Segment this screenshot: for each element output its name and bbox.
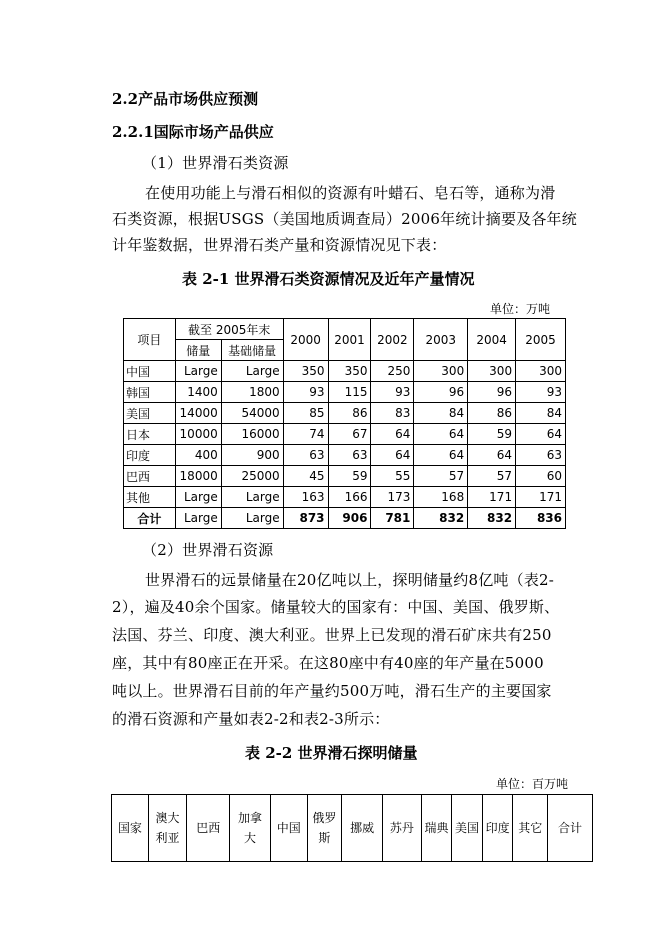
row-reserve: Large: [175, 361, 221, 382]
table-2-header-cell: 其它: [513, 795, 548, 862]
section-heading-2-2: 2.2产品市场供应预测: [112, 90, 259, 108]
row-value: 350: [283, 361, 328, 382]
row-value: 350: [328, 361, 371, 382]
table-2-header-cell: 挪威: [342, 795, 383, 862]
row-value: 64: [516, 424, 566, 445]
row-base-reserve: 900: [221, 445, 283, 466]
table-row: [124, 403, 566, 424]
row-base-reserve: 16000: [221, 424, 283, 445]
row-country: 日本: [124, 424, 176, 445]
table-2-header-cell: 加拿大: [230, 795, 271, 862]
row-value: 57: [468, 466, 516, 487]
table-2-header-cell: 中国: [270, 795, 307, 862]
row-reserve: 1400: [175, 382, 221, 403]
header-year: 2001: [328, 319, 371, 361]
row-country: 韩国: [124, 382, 176, 403]
table-2-header-cell: 印度: [482, 795, 513, 862]
paragraph-line: 法国、芬兰、印度、澳大利亚。世界上已发现的滑石矿床共有250: [112, 626, 552, 644]
row-value: 64: [468, 445, 516, 466]
table-row: [124, 487, 566, 508]
row-reserve: 10000: [175, 424, 221, 445]
table-1: [123, 318, 566, 529]
row-value: 63: [283, 445, 328, 466]
header-year: 2000: [283, 319, 328, 361]
total-value: 906: [328, 508, 371, 529]
total-value: 781: [371, 508, 414, 529]
row-value: 55: [371, 466, 414, 487]
total-value: 832: [414, 508, 468, 529]
row-value: 74: [283, 424, 328, 445]
row-value: 67: [328, 424, 371, 445]
section-heading-2-2-1: 2.2.1国际市场产品供应: [112, 123, 274, 141]
row-value: 168: [414, 487, 468, 508]
table-row: [124, 466, 566, 487]
table-2-header-cell: 巴西: [187, 795, 230, 862]
header-group: 截至 2005年末: [175, 319, 283, 340]
row-value: 115: [328, 382, 371, 403]
row-reserve: 18000: [175, 466, 221, 487]
row-country: 印度: [124, 445, 176, 466]
row-value: 163: [283, 487, 328, 508]
table-2-header-cell: 国家: [112, 795, 149, 862]
row-base-reserve: Large: [221, 487, 283, 508]
paragraph-line: 吨以上。世界滑石目前的年产量约500万吨，滑石生产的主要国家: [112, 682, 552, 700]
table-2-unit: 单位：百万吨: [496, 777, 569, 791]
row-value: 59: [468, 424, 516, 445]
row-base-reserve: 1800: [221, 382, 283, 403]
row-value: 84: [516, 403, 566, 424]
row-value: 96: [414, 382, 468, 403]
table-2-header-cell: 澳大利亚: [148, 795, 187, 862]
row-value: 64: [371, 424, 414, 445]
table-row: [124, 445, 566, 466]
row-country: 其他: [124, 487, 176, 508]
header-item: 项目: [124, 319, 176, 361]
row-reserve: 400: [175, 445, 221, 466]
paragraph-line: 世界滑石的远景储量在20亿吨以上，探明储量约8亿吨（表2-: [145, 571, 555, 589]
row-value: 96: [468, 382, 516, 403]
total-reserve: Large: [175, 508, 221, 529]
header-year: 2005: [516, 319, 566, 361]
table-2-header-cell: 合计: [548, 795, 593, 862]
header-year: 2004: [468, 319, 516, 361]
row-value: 57: [414, 466, 468, 487]
table-1-unit: 单位：万吨: [490, 302, 551, 316]
row-base-reserve: Large: [221, 361, 283, 382]
row-value: 171: [516, 487, 566, 508]
row-value: 93: [283, 382, 328, 403]
row-value: 59: [328, 466, 371, 487]
row-country: 中国: [124, 361, 176, 382]
paragraph-line: 石类资源，根据USGS（美国地质调查局）2006年统计摘要及各年统: [112, 210, 577, 228]
row-value: 83: [371, 403, 414, 424]
table-2-caption: 表 2-2 世界滑石探明储量: [245, 744, 418, 762]
paragraph-line: 的滑石资源和产量如表2-2和表2-3所示：: [112, 710, 390, 728]
row-value: 86: [328, 403, 371, 424]
row-reserve: 14000: [175, 403, 221, 424]
total-label: 合计: [124, 508, 176, 529]
header-year: 2002: [371, 319, 414, 361]
row-value: 250: [371, 361, 414, 382]
table-2-header-row: [112, 795, 593, 862]
table-row-total: [124, 508, 566, 529]
row-value: 45: [283, 466, 328, 487]
row-value: 300: [414, 361, 468, 382]
total-value: 836: [516, 508, 566, 529]
header-reserve: 储量: [175, 340, 221, 361]
paragraph-line: 计年鉴数据，世界滑石类产量和资源情况见下表：: [112, 236, 447, 254]
table-row: [124, 424, 566, 445]
row-value: 64: [414, 424, 468, 445]
row-value: 64: [371, 445, 414, 466]
row-value: 85: [283, 403, 328, 424]
row-value: 63: [328, 445, 371, 466]
row-value: 84: [414, 403, 468, 424]
paragraph-line: 在使用功能上与滑石相似的资源有叶蜡石、皂石等，通称为滑: [145, 184, 556, 202]
table-1-caption: 表 2-1 世界滑石类资源情况及近年产量情况: [182, 270, 475, 288]
total-value: 873: [283, 508, 328, 529]
table-row: [124, 382, 566, 403]
total-base: Large: [221, 508, 283, 529]
row-value: 64: [414, 445, 468, 466]
row-reserve: Large: [175, 487, 221, 508]
subsection-title-2: （2）世界滑石资源: [142, 541, 274, 559]
row-value: 166: [328, 487, 371, 508]
row-value: 300: [468, 361, 516, 382]
row-value: 60: [516, 466, 566, 487]
row-value: 171: [468, 487, 516, 508]
total-value: 832: [468, 508, 516, 529]
row-base-reserve: 25000: [221, 466, 283, 487]
table-2: [111, 794, 593, 862]
table-row: [124, 361, 566, 382]
row-value: 300: [516, 361, 566, 382]
row-country: 美国: [124, 403, 176, 424]
header-base-reserve: 基础储量: [221, 340, 283, 361]
row-value: 93: [516, 382, 566, 403]
paragraph-line: 2），遍及40余个国家。储量较大的国家有：中国、美国、俄罗斯、: [112, 598, 560, 616]
table-2-header-cell: 苏丹: [383, 795, 422, 862]
table-2-header-cell: 美国: [452, 795, 483, 862]
paragraph-line: 座，其中有80座正在开采。在这80座中有40座的年产量在5000: [112, 654, 544, 672]
row-value: 173: [371, 487, 414, 508]
row-base-reserve: 54000: [221, 403, 283, 424]
row-value: 93: [371, 382, 414, 403]
row-value: 86: [468, 403, 516, 424]
subsection-title-1: （1）世界滑石类资源: [142, 154, 289, 172]
table-2-header-cell: 俄罗斯: [307, 795, 342, 862]
header-year: 2003: [414, 319, 468, 361]
row-country: 巴西: [124, 466, 176, 487]
row-value: 63: [516, 445, 566, 466]
table-2-header-cell: 瑞典: [421, 795, 452, 862]
